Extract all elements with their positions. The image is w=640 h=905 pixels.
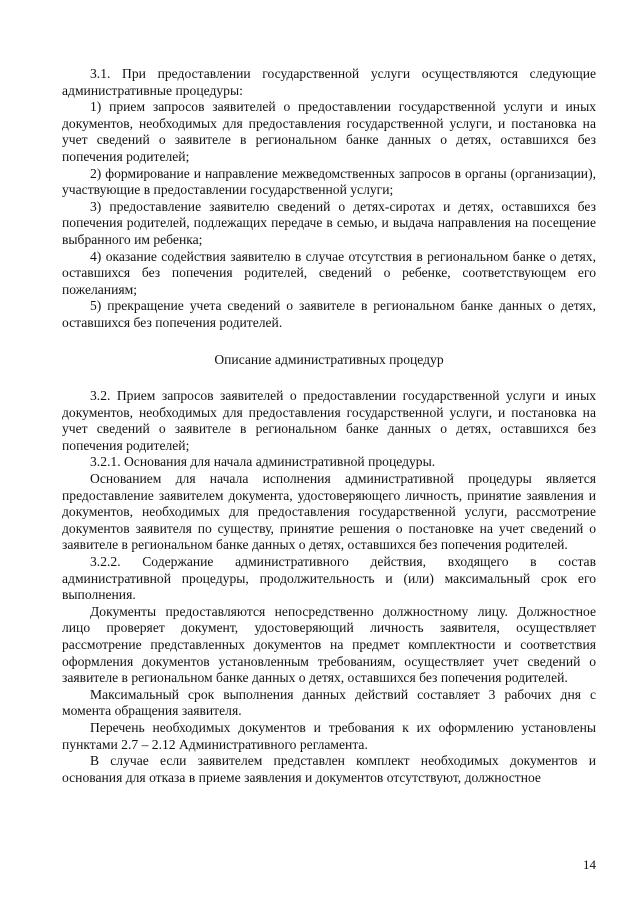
paragraph-documents: Документы предоставляются непосредственно должностному лицу. Должностное лицо проверяет документ, удостоверяющий личность заявителя, осуществляет рассмотрение представленных документов на предмет комплектности и соответствия оформления документов установленным требованиям, осуществляет учет сведений о заявителе в региональном банке данных о детях, оставшихся без попечения родителей. (62, 603, 596, 686)
procedure-item-1: 1) прием запросов заявителей о предоставлении государственной услуги и иных документов, необходимых для предоставления государственной услуги, и постановка на учет сведений о заявителе в региональном банке данных о детях, оставшихся без попечения родителей; (62, 99, 596, 164)
section-3-1-lead: 3.1. При предоставлении государственной услуги осуществляются следующие административные процедуры: (62, 66, 596, 98)
procedure-item-4: 4) оказание содействия заявителю в случае отсутствия в региональном банке о детях, оставшихся без попечения родителей, сведений о ребенке, соответствующем его пожеланиям; (62, 248, 596, 297)
paragraph-max-term: Максимальный срок выполнения данных действий составляет 3 рабочих дня с момента обращения заявителя. (62, 686, 596, 719)
paragraph-list: Перечень необходимых документов и требования к их оформлению установлены пунктами 2.7 – 2.12 Административного регламента. (62, 719, 596, 752)
section-heading: Описание административных процедур (214, 351, 444, 367)
paragraph-3-2-1: 3.2.1. Основания для начала административной процедуры. (90, 454, 436, 470)
procedure-item-2: 2) формирование и направление межведомственных запросов в органы (организации), участвующие в предоставлении государственной услуги; (62, 165, 596, 198)
paragraph-3-2-2: 3.2.2. Содержание административного действия, входящего в состав административной процедуры, продолжительность и (или) максимальный срок его выполнения. (62, 554, 596, 603)
document-page (62, 66, 596, 786)
paragraph-basis: Основанием для начала исполнения административной процедуры является предоставление заявителем документа, удостоверяющего личность, принятие заявления и документов, необходимых для предоставления государственной услуги, рассмотрение документов заявителя по существу, принятие решения о постановке на учет сведений о заявителе в региональном банке данных о детях, оставшихся без попечения родителей. (62, 471, 596, 553)
procedure-item-5: 5) прекращение учета сведений о заявителе в региональном банке данных о детях, оставшихся без попечения родителей. (62, 298, 596, 330)
page-number: 14 (583, 857, 596, 872)
procedure-item-3: 3) предоставление заявителю сведений о детях-сиротах и детях, оставшихся без попечения родителей, подлежащих передаче в семью, и выдача направления на посещение выбранного им ребенка; (62, 198, 596, 247)
paragraph-case: В случае если заявителем представлен комплект необходимых документов и основания для отказа в приеме заявления и документов отсутствуют, должностное (62, 753, 596, 785)
paragraph-3-2: 3.2. Прием запросов заявителей о предоставлении государственной услуги и иных документов, необходимых для предоставления государственной услуги, и постановка на учет сведений о заявителе в региональном банке данных о детях, оставшихся без попечения родителей; (62, 388, 596, 453)
